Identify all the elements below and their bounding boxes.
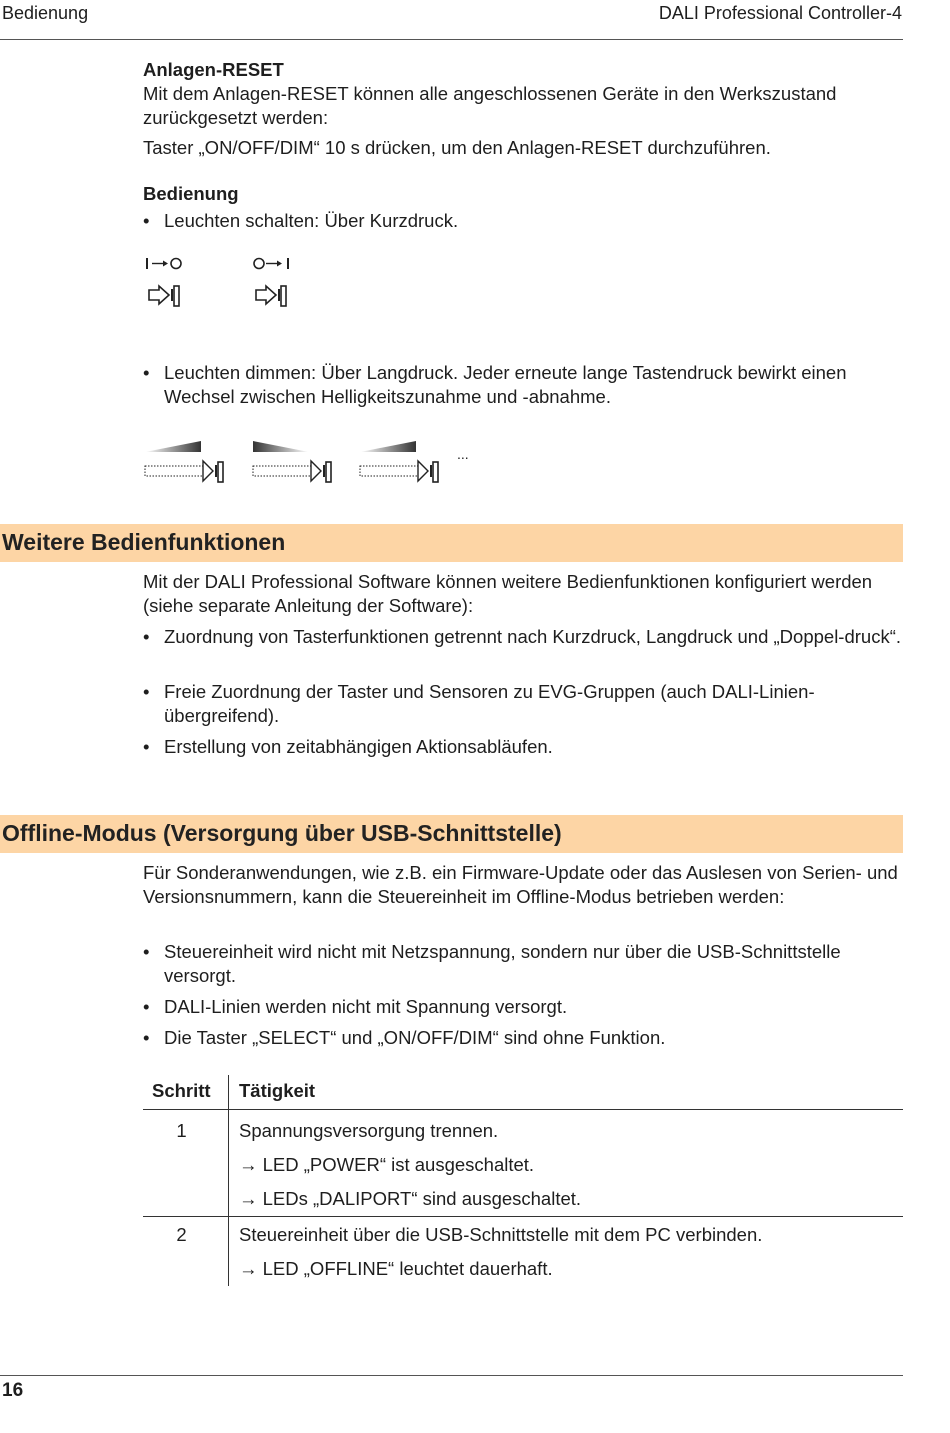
offline-mode-intro-text: Für Sonderanwendungen, wie z.B. ein Firmware-Update oder das Auslesen von Serien- und Versionsnummern, kann die Steuereinheit im Offline-Modus betrieben werden:	[143, 862, 898, 907]
offline-mode-bullet-text: Die Taster „SELECT“ und „ON/OFF/DIM“ sind ohne Funktion.	[164, 1027, 666, 1048]
bullet-dot: •	[143, 996, 150, 1017]
reset-title: Anlagen-RESET	[143, 59, 284, 80]
section-bar-offline-mode	[0, 815, 903, 853]
table-row	[143, 1217, 903, 1287]
offline-mode-bullet	[143, 940, 903, 988]
bullet-dot: •	[143, 210, 150, 231]
further-functions-bullet	[143, 680, 903, 728]
offline-mode-bullet-text: Steuereinheit wird nicht mit Netzspannung, sondern nur über die USB-Schnittstelle versorgt.	[164, 941, 841, 986]
page-number: 16	[2, 1380, 24, 1401]
further-functions-intro	[143, 570, 903, 618]
bullet-dot: •	[143, 941, 150, 962]
further-functions-bullet-text: Freie Zuordnung der Taster und Sensoren zu EVG-Gruppen (auch DALI-Linien-übergreifend).	[164, 681, 815, 726]
header-divider	[0, 39, 903, 40]
step-activity-line: → LED „OFFLINE“ leuchtet dauerhaft.	[239, 1258, 553, 1279]
step-activity-line: → LEDs „DALIPORT“ sind ausgeschaltet.	[239, 1188, 582, 1209]
bullet-dot: •	[143, 681, 150, 702]
long-press-increase-icon	[145, 441, 223, 482]
footer-divider	[0, 1375, 903, 1376]
further-functions-intro-text: Mit der DALI Professional Software können weitere Bedienfunktionen konfiguriert werden (siehe separate Anleitung der Software):	[143, 571, 873, 616]
steps-table-header-row	[143, 1075, 903, 1110]
section-title-further-functions: Weitere Bedienfunktionen	[2, 529, 286, 555]
operation-bullet-switch	[143, 209, 903, 233]
dim-diagram-icon	[143, 438, 483, 488]
step-number: 1	[143, 1110, 229, 1217]
offline-mode-bullet-text: DALI-Linien werden nicht mit Spannung versorgt.	[164, 996, 568, 1017]
further-functions-bullet	[143, 735, 903, 759]
operation-bullet-dim	[143, 361, 903, 409]
switch-diagram-icon	[143, 253, 293, 313]
step-activity-line: Steuereinheit über die USB-Schnittstelle mit dem PC verbinden.	[239, 1224, 763, 1245]
short-press-icon-1	[149, 286, 179, 306]
operation-bullet-dim-text: Leuchten dimmen: Über Langdruck. Jeder erneute lange Tastendruck bewirkt einen Wechsel zwischen Helligkeitszunahme und -abnahme.	[164, 362, 847, 407]
step-activity	[229, 1110, 904, 1217]
reset-section	[143, 58, 903, 160]
short-press-icon-2	[256, 286, 286, 306]
offline-mode-bullet	[143, 1026, 903, 1050]
header-product-name: DALI Professional Controller-4	[658, 3, 902, 23]
long-press-decrease-icon	[253, 441, 331, 482]
reset-description: Mit dem Anlagen-RESET können alle angeschlossenen Geräte in den Werkszustand zurückgesetzt werden:	[143, 83, 837, 128]
step-activity	[229, 1217, 904, 1287]
on-transition-icon	[254, 258, 288, 269]
table-row	[143, 1110, 903, 1217]
header-section-label: Bedienung	[2, 3, 89, 23]
further-functions-bullet-text: Erstellung von zeitabhängigen Aktionsabläufen.	[164, 736, 553, 757]
reset-instruction: Taster „ON/OFF/DIM“ 10 s drücken, um den Anlagen-RESET durchzuführen.	[143, 137, 771, 158]
operation-section	[143, 182, 903, 206]
steps-table-header-activity: Tätigkeit	[229, 1075, 904, 1110]
bullet-dot: •	[143, 362, 150, 383]
offline-mode-bullet	[143, 995, 903, 1019]
operation-title: Bedienung	[143, 183, 239, 204]
offline-mode-intro	[143, 861, 903, 909]
step-number: 2	[143, 1217, 229, 1287]
bullet-dot: •	[143, 626, 150, 647]
step-activity-line: → LED „POWER“ ist ausgeschaltet.	[239, 1154, 535, 1175]
steps-table	[143, 1075, 903, 1286]
steps-table-header-step: Schritt	[143, 1075, 229, 1110]
further-functions-bullet	[143, 625, 903, 649]
step-activity-line: Spannungsversorgung trennen.	[239, 1120, 499, 1141]
section-title-offline-mode: Offline-Modus (Versorgung über USB-Schnittstelle)	[2, 820, 562, 846]
further-functions-bullet-text: Zuordnung von Tasterfunktionen getrennt nach Kurzdruck, Langdruck und „Doppel-druck“.	[164, 626, 902, 647]
off-transition-icon	[147, 258, 181, 269]
long-press-increase-icon-2	[360, 441, 438, 482]
operation-bullet-switch-text: Leuchten schalten: Über Kurzdruck.	[164, 210, 459, 231]
dim-sequence-ellipsis: ...	[457, 446, 469, 462]
bullet-dot: •	[143, 736, 150, 757]
bullet-dot: •	[143, 1027, 150, 1048]
section-bar-further-functions	[0, 524, 903, 562]
